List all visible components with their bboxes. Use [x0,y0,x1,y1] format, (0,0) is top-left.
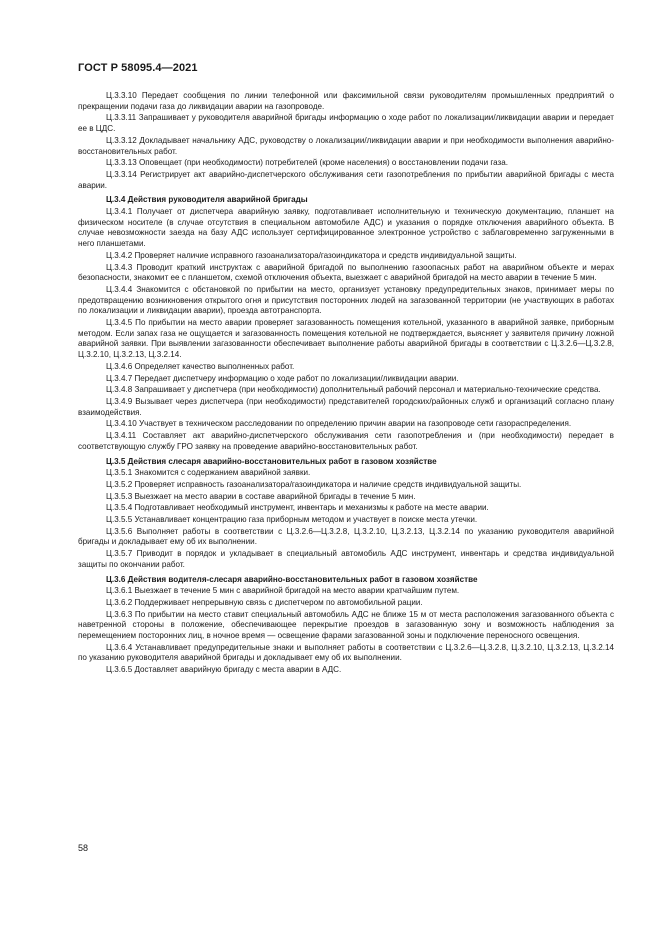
section-heading: Ц.3.6 Действия водителя-слесаря аварийно-восстановительных работ в газовом хозяйстве [106,574,478,584]
paragraph: Ц.3.3.13 Оповещает (при необходимости) потребителей (кроме населения) о восстановлении подачи газа. [106,158,509,168]
section-heading: Ц.3.4 Действия руководителя аварийной бригады [106,195,308,205]
section-heading: Ц.3.5 Действия слесаря аварийно-восстановительных работ в газовом хозяйстве [106,456,437,466]
document-body [78,91,614,677]
paragraph: Ц.3.6.3 По прибытии на место ставит специальный автомобиль АДС не ближе 15 м от места расположения загазованного объекта с наветренной стороны в положение, обеспечивающее перекрытие проездов в загазованную зону и возможность наблюдения за перемещением посторонних лиц, в ночное время — освещение фарами загазованной зоны и подключение переносного освещения. [78,609,614,641]
paragraph: Ц.3.5.4 Подготавливает необходимый инструмент, инвентарь и механизмы к работе на месте аварии. [106,503,489,513]
paragraph: Ц.3.4.10 Участвует в техническом расследовании по определению причин аварии на газопроводе сети газораспределения. [106,419,572,429]
paragraph: Ц.3.4.4 Знакомится с обстановкой по прибытии на место, организует установку предупредительных знаков, принимает меры по предотвращению возникновения открытого огня и присутствия посторонних людей на загазованной территории (не участвующих в работах по локализации и ликвидации аварии), проезда автотранспорта. [78,284,614,316]
paragraph: Ц.3.6.5 Доставляет аварийную бригаду с места аварии в АДС. [106,665,342,675]
paragraph: Ц.3.5.3 Выезжает на место аварии в составе аварийной бригады в течение 5 мин. [106,491,416,501]
paragraph: Ц.3.5.6 Выполняет работы в соответствии с Ц.3.2.6—Ц.3.2.8, Ц.3.2.10, Ц.3.2.13, Ц.3.2.14 по указанию руководителя аварийной бригады и докладывает ему об их выполнении. [78,526,614,547]
paragraph: Ц.3.5.5 Устанавливает концентрацию газа приборным методом и участвует в поиске места утечки. [106,515,478,525]
paragraph: Ц.3.4.2 Проверяет наличие исправного газоанализатора/газоиндикатора и средств индивидуальной защиты. [106,250,517,260]
paragraph: Ц.3.4.11 Составляет акт аварийно-диспетчерского обслуживания сети газопотребления и (при необходимости) передает в соответствующую службу ГРО заявку на проведение аварийно-восстановительных работ. [78,431,614,451]
paragraph: Ц.3.4.7 Передает диспетчеру информацию о ходе работ по локализации/ликвидации аварии. [106,373,459,383]
paragraph: Ц.3.6.2 Поддерживает непрерывную связь с диспетчером по автомобильной рации. [106,597,423,607]
paragraph: Ц.3.5.2 Проверяет исправность газоанализатора/газоиндикатора и наличие средств индивидуальной защиты. [106,479,522,489]
paragraph: Ц.3.4.6 Определяет качество выполненных работ. [106,361,295,371]
paragraph: Ц.3.5.1 Знакомится с содержанием аварийной заявки. [106,468,311,478]
paragraph: Ц.3.3.12 Докладывает начальнику АДС, руководству о локализации/ликвидации аварии и при необходимости выполнения аварийно-восстановительных работ. [78,135,614,156]
paragraph: Ц.3.4.1 Получает от диспетчера аварийную заявку, подготавливает исполнительную и техническую документацию, планшет на физическом носителе (в случае отсутствия в специальном автомобиле АДС) и указания о порядке отключения аварийного объекта. В случае невозможности заезда на базу АДС использует сертифицированное электронное устройство с заблаговременно загруженными в него планшетами. [78,207,614,249]
page-number: 58 [78,843,89,853]
paragraph: Ц.3.4.3 Проводит краткий инструктаж с аварийной бригадой по выполнению газоопасных работ на аварийном объекте и мерах безопасности, знакомит ее с планшетом, схемой отключения объекта, выезжает с аварийной бригадой на место аварии в течение 5 мин. [78,262,614,283]
paragraph: Ц.3.6.1 Выезжает в течение 5 мин с аварийной бригадой на место аварии кратчайшим путем. [106,586,460,596]
paragraph: Ц.3.4.5 По прибытии на место аварии проверяет загазованность помещения котельной, указанного в аварийной заявке, приборным методом. Если запах газа не ощущается и загазованность помещения котельной не подтверждается, выясняет у заявителя причину ложной аварийной заявки. При выявлении загазованности обеспечивает выполнение работы аварийной бригады в соответствии с Ц.3.2.6—Ц.3.2.8, Ц.3.2.10, Ц.3.2.13, Ц.3.2.14. [78,318,614,360]
paragraph: Ц.3.5.7 Приводит в порядок и укладывает в специальный автомобиль АДС инструмент, инвентарь и средства индивидуальной защиты по окончании работ. [78,549,614,569]
paragraph: Ц.3.3.11 Запрашивает у руководителя аварийной бригады информацию о ходе работ по локализации/ликвидации аварии и передает ее в ЦДС. [78,113,614,134]
paragraph: Ц.3.4.9 Вызывает через диспетчера (при необходимости) представителей городских/районных служб и организаций согласно плану взаимодействия. [78,396,614,417]
document-header: ГОСТ Р 58095.4—2021 [78,62,198,74]
paragraph: Ц.3.4.8 Запрашивает у диспетчера (при необходимости) дополнительный рабочий персонал и материально-технические средства. [106,385,601,395]
paragraph: Ц.3.6.4 Устанавливает предупредительные знаки и выполняет работы в соответствии с Ц.3.2.6—Ц.3.2.8, Ц.3.2.10, Ц.3.2.13, Ц.3.2.14 по указанию руководителя аварийной бригады и докладывает ему об их выполнении. [78,642,614,663]
paragraph: Ц.3.3.14 Регистрирует акт аварийно-диспетчерского обслуживания сети газопотребления по прибытии аварийной бригады с места аварии. [78,169,614,190]
paragraph: Ц.3.3.10 Передает сообщения по линии телефонной или факсимильной связи руководителям промышленных предприятий о прекращении подачи газа до ликвидации аварии на газопроводе. [78,91,614,111]
